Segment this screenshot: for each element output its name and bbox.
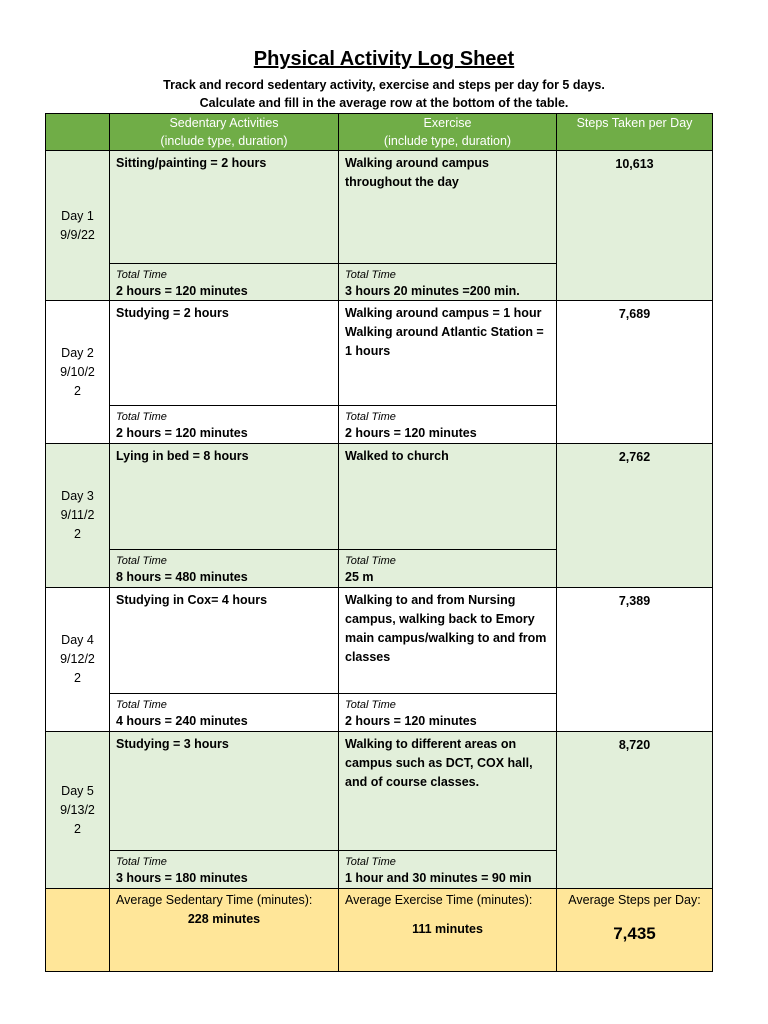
day-date: 9/13/2 2 xyxy=(60,802,95,836)
day-label-cell xyxy=(46,301,110,444)
page-title: Physical Activity Log Sheet xyxy=(253,48,515,70)
exercise-total-cell xyxy=(339,851,557,889)
day-date: 9/9/22 xyxy=(60,227,95,242)
day-label-cell xyxy=(46,732,110,889)
header-day xyxy=(46,114,110,151)
header-exercise xyxy=(339,114,557,151)
day-row xyxy=(46,732,713,851)
total-time-label: Total Time xyxy=(116,555,167,567)
exercise-activity: Walking to different areas on campus such as DCT, COX hall, and of course classes. xyxy=(339,732,557,851)
header-sedentary-title: Sedentary Activities xyxy=(169,116,279,130)
total-time-label: Total Time xyxy=(116,856,167,868)
sedentary-total: 8 hours = 480 minutes xyxy=(116,570,248,584)
total-time-label: Total Time xyxy=(345,269,396,281)
average-sedentary-label: Average Sedentary Time (minutes): xyxy=(116,893,313,907)
day-label: Day 3 xyxy=(61,489,94,503)
header-sedentary-note: (include type, duration) xyxy=(160,134,288,148)
header-exercise-note: (include type, duration) xyxy=(383,134,512,148)
day-label-cell xyxy=(46,588,110,732)
sedentary-activity: Studying = 3 hours xyxy=(110,732,339,851)
total-time-label: Total Time xyxy=(345,555,396,567)
sedentary-activity: Sitting/painting = 2 hours xyxy=(110,151,339,264)
day-label: Day 4 xyxy=(61,633,94,647)
instruction-line-1: Track and record sedentary activity, exercise and steps per day for 5 days. xyxy=(163,78,605,92)
average-day-cell xyxy=(46,889,110,972)
average-steps-label: Average Steps per Day: xyxy=(568,893,701,907)
exercise-total: 1 hour and 30 minutes = 90 min xyxy=(345,871,532,885)
exercise-total-cell xyxy=(339,406,557,444)
exercise-activity: Walking around campus throughout the day xyxy=(339,151,557,264)
sedentary-total: 3 hours = 180 minutes xyxy=(116,871,248,885)
sedentary-total-cell xyxy=(110,694,339,732)
sedentary-activity: Studying in Cox= 4 hours xyxy=(110,588,339,694)
steps-value: 7,389 xyxy=(557,588,713,732)
day-row xyxy=(46,301,713,406)
day-rows xyxy=(46,151,713,889)
average-sedentary-value: 228 minutes xyxy=(187,912,261,926)
day-label-cell xyxy=(46,444,110,588)
total-time-label: Total Time xyxy=(116,699,167,711)
day-date: 9/10/2 2 xyxy=(60,364,95,398)
day-label: Day 5 xyxy=(61,783,94,798)
steps-value: 2,762 xyxy=(557,444,713,588)
exercise-total: 2 hours = 120 minutes xyxy=(345,426,477,440)
average-steps-value: 7,435 xyxy=(613,924,656,943)
exercise-total-cell xyxy=(339,264,557,301)
average-exercise-label: Average Exercise Time (minutes): xyxy=(345,893,533,907)
day-row xyxy=(46,588,713,694)
day-date: 9/12/2 2 xyxy=(60,652,95,685)
exercise-total-cell xyxy=(339,694,557,732)
sedentary-total: 2 hours = 120 minutes xyxy=(116,426,248,440)
sedentary-total-cell xyxy=(110,550,339,588)
total-time-label: Total Time xyxy=(116,269,167,281)
exercise-total: 2 hours = 120 minutes xyxy=(345,714,477,728)
steps-value: 8,720 xyxy=(557,732,713,889)
day-row xyxy=(46,444,713,550)
sedentary-activity: Lying in bed = 8 hours xyxy=(110,444,339,550)
exercise-total: 3 hours 20 minutes =200 min. xyxy=(345,284,520,298)
steps-value: 10,613 xyxy=(557,151,713,301)
total-time-label: Total Time xyxy=(345,699,396,711)
average-steps-cell xyxy=(557,889,713,972)
header-sedentary xyxy=(110,114,339,151)
exercise-activity: Walked to church xyxy=(339,444,557,550)
steps-value: 7,689 xyxy=(557,301,713,444)
sedentary-total: 2 hours = 120 minutes xyxy=(116,284,248,298)
instruction-line-2: Calculate and fill in the average row at the bottom of the table. xyxy=(199,96,569,110)
activity-log-table xyxy=(45,113,713,972)
sedentary-total-cell xyxy=(110,406,339,444)
total-time-label: Total Time xyxy=(116,411,167,423)
sedentary-total-cell xyxy=(110,851,339,889)
day-label: Day 2 xyxy=(61,345,94,360)
average-row xyxy=(46,889,713,972)
day-row xyxy=(46,151,713,264)
day-label: Day 1 xyxy=(61,208,94,223)
sedentary-total-cell xyxy=(110,264,339,301)
day-date: 9/11/2 2 xyxy=(60,508,95,541)
exercise-total: 25 m xyxy=(345,570,374,584)
average-sedentary-cell xyxy=(110,889,339,972)
day-label-cell xyxy=(46,151,110,301)
header-steps: Steps Taken per Day xyxy=(557,114,713,151)
exercise-activity: Walking around campus = 1 hour Walking around Atlantic Station = 1 hours xyxy=(339,301,557,406)
sedentary-activity: Studying = 2 hours xyxy=(110,301,339,406)
average-exercise-value: 111 minutes xyxy=(412,922,483,936)
total-time-label: Total Time xyxy=(345,411,396,423)
header-row xyxy=(46,114,713,151)
sedentary-total: 4 hours = 240 minutes xyxy=(116,714,248,728)
header-exercise-title: Exercise xyxy=(423,116,472,130)
exercise-activity: Walking to and from Nursing campus, walking back to Emory main campus/walking to and from classes xyxy=(339,588,557,694)
average-exercise-cell xyxy=(339,889,557,972)
total-time-label: Total Time xyxy=(345,856,396,868)
exercise-total-cell xyxy=(339,550,557,588)
